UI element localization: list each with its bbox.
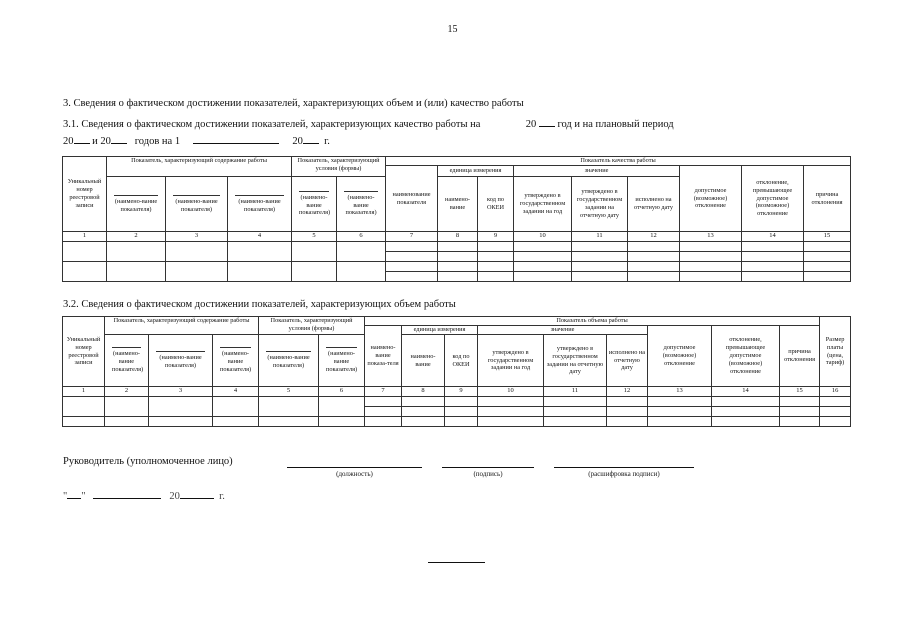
years-prefix1: 20 [63,136,74,147]
header-reason: причина отклонения [804,166,851,232]
year-blank[interactable] [539,116,555,127]
col-num: 3 [149,387,213,397]
header-reason: причина отклонения [780,326,820,387]
col-num: 2 [107,232,166,242]
header-conditions-indicator: Показатель, характеризующий условия (формы) [259,317,365,335]
col-num: 8 [438,232,478,242]
section32-title: 3.2. Сведения о фактическом достижении показателей, характеризующих объем работы [63,299,456,310]
year-blank[interactable] [180,488,214,499]
col-num: 1 [63,232,107,242]
header-approved-year: утверждено в государственном задании на год [514,177,572,232]
position-line[interactable] [287,467,422,468]
col-num: 9 [445,387,478,397]
head-label: Руководитель (уполномоченное лицо) [63,456,233,467]
section3-title: 3. Сведения о фактическом достижении показателей, характеризующих объем и (или) качество работы [63,98,524,109]
sub-conditions-2: (наимено-вание показателя) [337,177,386,232]
position-caption: (должность) [336,470,373,478]
day-blank[interactable] [67,488,81,499]
header-okei: код по ОКЕИ [478,177,514,232]
header-exceeding-deviation: отклонение, превышающее допустимое (возможное) отклонение [712,326,780,387]
col-num: 4 [213,387,259,397]
col-num: 14 [742,232,804,242]
sub-content-1: (наимено-вание показателя) [107,177,166,232]
sub-content-1: (наимено-вание показателя) [105,335,149,387]
col-num: 5 [292,232,337,242]
section31-title-part1: 3.1. Сведения о фактическом достижении показателей, характеризующих качество работы на [63,119,481,130]
header-allowed-deviation: допустимое (возможное) отклонение [648,326,712,387]
header-content-indicator: Показатель, характеризующий содержание работы [107,157,292,177]
column-numbers-row [63,387,851,397]
col-num: 12 [607,387,648,397]
header-unit: единица измерения [438,166,514,177]
col-num: 16 [820,387,851,397]
sub-conditions-1: (наимено-вание показателя) [292,177,337,232]
table-row[interactable] [63,242,851,252]
header-content-indicator: Показатель, характеризующий содержание работы [105,317,259,335]
col-num: 4 [228,232,292,242]
table-row[interactable] [63,397,851,407]
sub-conditions-1: (наимено-вание показателя) [259,335,319,387]
col-num: 2 [105,387,149,397]
sub-content-3: (наимено-вание показателя) [228,177,292,232]
col-num: 13 [648,387,712,397]
header-indicator-name: наименование показателя [386,166,438,232]
header-indicator-name: наимено-вание показа-теля [365,326,402,387]
col-num: 7 [365,387,402,397]
col-num: 5 [259,387,319,397]
col-num: 10 [478,387,544,397]
decoding-caption: (расшифровка подписи) [588,470,660,478]
col-num: 12 [628,232,680,242]
quote-close: " [81,491,86,502]
header-unique-number: Уникальный номер реестровой записи [63,317,105,387]
quote-open: " [63,491,68,502]
sub-conditions-2: (наимено-вание показателя) [319,335,365,387]
col-num: 11 [544,387,607,397]
header-executed: исполнено на отчетную дату [628,177,680,232]
col-num: 10 [514,232,572,242]
sub-content-2: (наимено-вание показателя) [166,177,228,232]
header-volume-indicator: Показатель объема работы [365,317,820,326]
section31-title-part2: год и на плановый период [557,119,674,130]
col-num: 14 [712,387,780,397]
month-blank[interactable] [93,488,161,499]
header-value: значение [478,326,648,335]
volume-table [62,316,851,427]
years-prefix2: 20 [292,136,303,147]
years-and: и 20 [92,136,111,147]
signature-caption: (подпись) [473,470,503,478]
date-year-prefix: 20 [169,491,180,502]
sub-content-2: (наимено-вание показателя) [149,335,213,387]
header-approved-year: утверждено в государственном задании на год [478,335,544,387]
year-blank[interactable] [111,133,127,144]
col-num: 7 [386,232,438,242]
col-num: 3 [166,232,228,242]
table-row[interactable] [63,417,851,427]
header-unique-number: Уникальный номер реестровой записи [63,157,107,232]
year-blank[interactable] [303,133,319,144]
signature-line[interactable] [442,467,534,468]
year-blank[interactable] [74,133,90,144]
header-approved-date: утверждено в государственном задании на отчетную дату [572,177,628,232]
decoding-line[interactable] [554,467,694,468]
section31-years-line [63,133,330,147]
header-payment: Размер платы (цена, тариф) [820,317,851,387]
header-unit-name: наимено-вание [438,177,478,232]
date-blank[interactable] [193,133,279,144]
page-number: 15 [447,24,458,35]
section31-title-line [63,116,674,130]
header-approved-date: утверждено в государственном задании на отчетную дату [544,335,607,387]
years-suffix: г. [324,136,330,147]
header-quality-indicator: Показатель качества работы [386,157,851,166]
header-okei: код по ОКЕИ [445,335,478,387]
col-num: 6 [319,387,365,397]
header-conditions-indicator: Показатель, характеризующий условия (формы) [292,157,386,177]
header-allowed-deviation: допустимое (возможное) отклонение [680,166,742,232]
col-num: 15 [804,232,851,242]
col-num: 15 [780,387,820,397]
col-num: 13 [680,232,742,242]
header-executed: исполнено на отчетную дату [607,335,648,387]
col-num: 1 [63,387,105,397]
col-num: 8 [402,387,445,397]
col-num: 9 [478,232,514,242]
footer-divider [428,562,485,563]
date-line [63,488,225,502]
date-suffix: г. [219,491,225,502]
header-exceeding-deviation: отклонение, превышающее допустимое (возможное) отклонение [742,166,804,232]
col-num: 11 [572,232,628,242]
col-num: 6 [337,232,386,242]
header-unit: единица измерения [402,326,478,335]
sub-content-3: (наимено-вание показателя) [213,335,259,387]
quality-table [62,156,851,282]
column-numbers-row [63,232,851,242]
header-value: значение [514,166,680,177]
years-text: годов на 1 [134,136,181,147]
header-unit-name: наимено-вание [402,335,445,387]
table-row[interactable] [63,262,851,272]
section31-year-prefix: 20 [525,119,537,130]
